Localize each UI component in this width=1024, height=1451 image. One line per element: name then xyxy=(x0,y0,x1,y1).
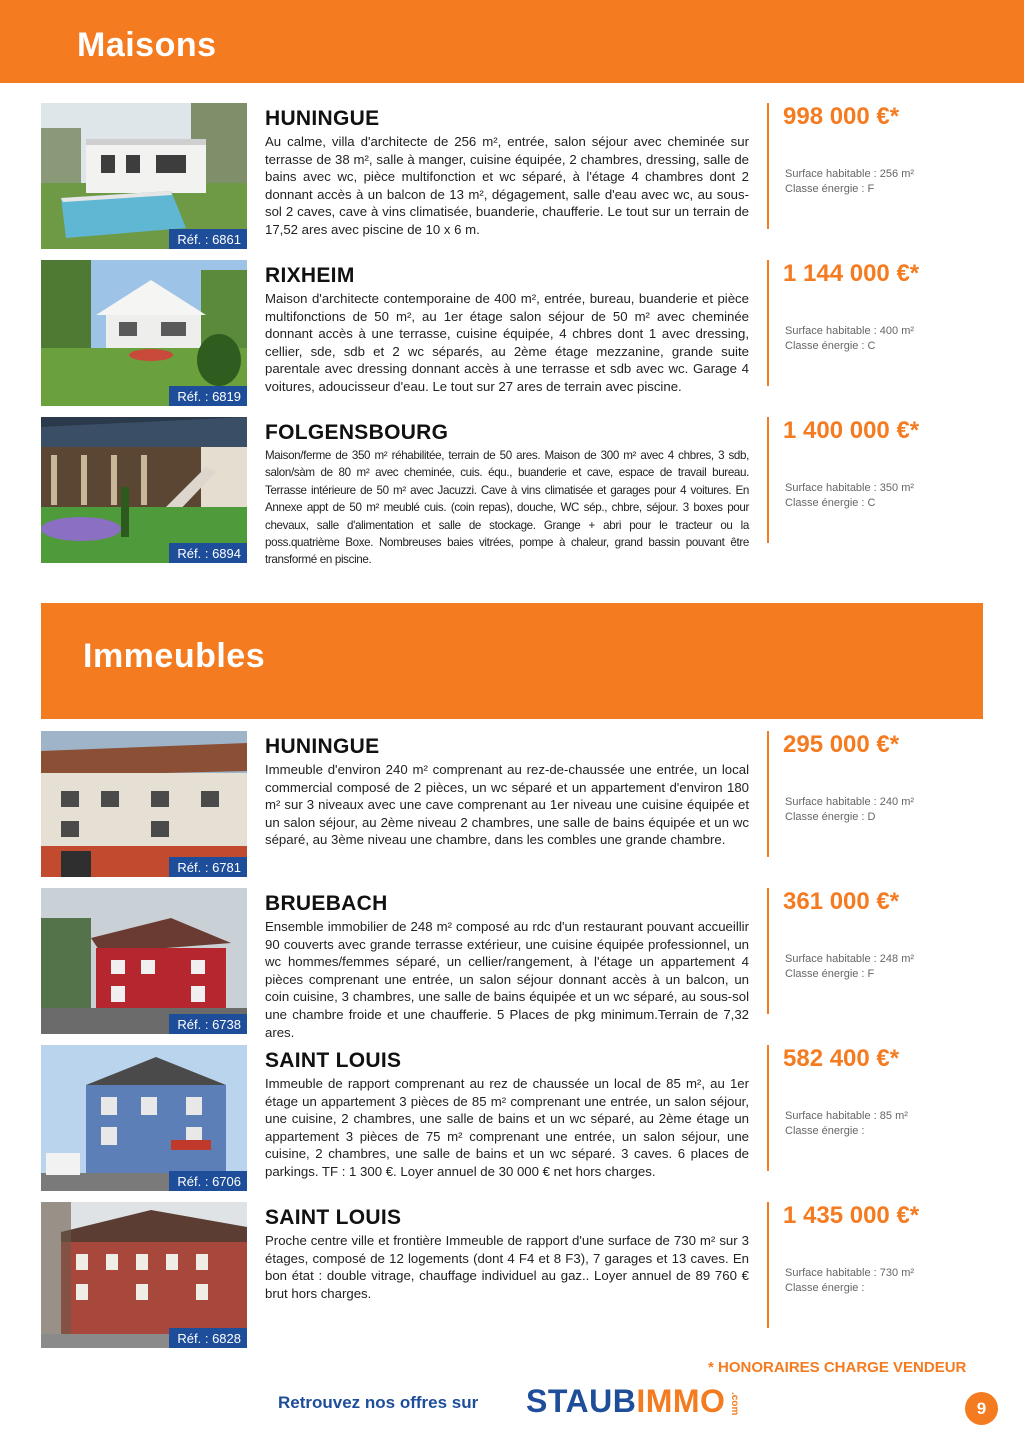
listing-price: 1 144 000 €* xyxy=(783,260,920,287)
surface-text: Surface habitable : 240 m² xyxy=(785,796,915,808)
listing-city: HUNINGUE xyxy=(265,107,380,130)
listing-description: Immeuble d'environ 240 m² comprenant au rez-de-chaussée une entrée, un local commercial composé de 2 pièces, un wc séparé et un appartement d'environ 180 m² sur 3 niveaux avec une cave comprenant au 1er niveau une cuisine équipée et un salon séjour, au 2ème niveau 2 chambres, une salle de bains équipée et un wc séparé, au 3ème niveau une chambre, dans les combles une grande chambre. xyxy=(265,762,749,848)
surface-text: Surface habitable : 730 m² xyxy=(785,1267,915,1279)
reference-badge: Réf. : 6828 xyxy=(169,1328,247,1348)
photo-contemporary-house xyxy=(41,260,247,406)
listing-info xyxy=(785,167,914,197)
listing-description: Proche centre ville et frontière Immeuble de rapport d'une surface de 730 m² sur 3 étages, composé de 12 logements (dont 4 F4 et 8 F3), 7 garages et 13 caves. En bon état : double vitrage, chauffage individuel au gaz.. Loyer annuel de 89 760 € brut hors charges. xyxy=(265,1233,749,1301)
property-photo[interactable] xyxy=(41,417,247,563)
listing-price: 1 435 000 €* xyxy=(783,1202,920,1229)
listing-description: Maison d'architecte contemporaine de 400 m², entrée, bureau, buanderie et pièce multifonctions de 50 m², au 1er étage salon séjour de 50 m² avec cheminée donnant accès à une terrasse, cuisine équipée, 4 chbres dont 1 avec dressing, cellier, sde, sdb et 2 wc séparés, au 2ème étage mezzanine, grande suite parentale avec dressing donnant accès à une terrasse et sdb avec wc. Garage 4 voitures, adoucisseur d'eau. Le tout sur 27 ares de terrain avec piscine. xyxy=(265,291,749,394)
brand-logo[interactable] xyxy=(526,1383,725,1420)
footer-tagline: Retrouvez nos offres sur xyxy=(278,1393,479,1412)
property-photo[interactable] xyxy=(41,1202,247,1348)
surface-text: Surface habitable : 256 m² xyxy=(785,168,915,180)
price-divider xyxy=(767,731,769,857)
surface-text: Surface habitable : 85 m² xyxy=(785,1110,908,1122)
listing-card[interactable] xyxy=(41,103,983,249)
listing-description: Maison/ferme de 350 m² réhabilitée, terrain de 50 ares. Maison de 300 m² avec 4 chbres, 3 sdb, salon/sàm de 80 m² avec cheminée, cuis. équ., buanderie et cave, espace de travail bureau. Terrasse intérieure de 50 m² avec Jacuzzi. Cave à vins climatisée et garages pour 4 voitures. En Annexe appt de 50 m² meublé cuis. (coin repas), douche, WC sép., chbre, séjour. 3 boxes pour chevaux, salle d'alimentation et salle de stockage. Grange + abri pour le tracteur ou la poss.quatrième Boxe. Nombreuses baies vitrées, pompe à chaleur, grand bassin pouvant être transformé en piscine. xyxy=(265,449,749,567)
reference-badge: Réf. : 6861 xyxy=(169,229,247,249)
listing-city: SAINT LOUIS xyxy=(265,1049,402,1072)
brand-logo-part2: IMMO xyxy=(636,1383,726,1419)
reference-badge: Réf. : 6819 xyxy=(169,386,247,406)
photo-building-brick xyxy=(41,1202,247,1348)
photo-building-huningue xyxy=(41,731,247,877)
price-divider xyxy=(767,1045,769,1171)
listing-info xyxy=(785,795,914,825)
listing-price: 998 000 €* xyxy=(783,103,900,130)
energy-class-text: Classe énergie : xyxy=(785,1282,865,1294)
energy-class-text: Classe énergie : D xyxy=(785,811,876,823)
surface-text: Surface habitable : 248 m² xyxy=(785,953,915,965)
listing-card[interactable] xyxy=(41,260,983,406)
listing-card[interactable] xyxy=(41,1045,983,1191)
property-photo[interactable] xyxy=(41,731,247,877)
property-photo[interactable] xyxy=(41,888,247,1034)
section-title: Maisons xyxy=(77,26,217,64)
listing-info xyxy=(785,481,914,511)
listing-description: Ensemble immobilier de 248 m² composé au rdc d'un restaurant pouvant accueillir 90 couverts avec grande terrasse extérieur, une cuisine équipée professionnel, un wc hommes/femmes séparé, un cellier/rangement, à l'étage un appartement 4 pièces comprenant une entrée, un salon séjour donnant accès à un balcon, un coin cuisine, 3 chambres, une salle de bains équipée et un wc séparé, au sous-sol une chambre froide et une chaufferie. 5 Places de pkg minimum.Terrain de 7,32 ares. xyxy=(265,919,749,1040)
photo-villa-pool xyxy=(41,103,247,249)
fees-note: * HONORAIRES CHARGE VENDEUR xyxy=(708,1359,967,1376)
energy-class-text: Classe énergie : xyxy=(785,1125,865,1137)
listing-card[interactable] xyxy=(41,888,983,1040)
property-photo[interactable] xyxy=(41,103,247,249)
energy-class-text: Classe énergie : C xyxy=(785,340,876,352)
price-divider xyxy=(767,417,769,543)
surface-text: Surface habitable : 350 m² xyxy=(785,482,915,494)
reference-badge: Réf. : 6738 xyxy=(169,1014,247,1034)
photo-restaurant-bruebach xyxy=(41,888,247,1034)
listing-description: Au calme, villa d'architecte de 256 m², entrée, salon séjour avec cheminée sur terrasse de 38 m², salle à manger, cuisine équipée, 2 chambres, dressing, salle de bains avec wc, pièce multifonction et wc séparé, à l'étage 4 chambres dont 2 donnant accès à un balcon de 13 m², dégagement, salle d'eau avec wc, au sous-sol 2 caves, cave à vins climatisée, buanderie, chaufferie. Le tout sur un terrain de 17,52 ares avec piscine de 10 x 6 m. xyxy=(265,134,749,237)
energy-class-text: Classe énergie : C xyxy=(785,497,876,509)
property-photo[interactable] xyxy=(41,1045,247,1191)
listing-city: FOLGENSBOURG xyxy=(265,421,449,444)
reference-badge: Réf. : 6894 xyxy=(169,543,247,563)
listing-city: HUNINGUE xyxy=(265,735,380,758)
price-divider xyxy=(767,1202,769,1328)
listing-price: 1 400 000 €* xyxy=(783,417,920,444)
listing-info xyxy=(785,952,914,982)
photo-farmhouse xyxy=(41,417,247,563)
price-divider xyxy=(767,260,769,386)
listing-info xyxy=(785,1109,908,1139)
price-divider xyxy=(767,888,769,1014)
listing-city: BRUEBACH xyxy=(265,892,388,915)
reference-badge: Réf. : 6781 xyxy=(169,857,247,877)
brand-logo-part1: STAUB xyxy=(526,1383,637,1419)
listing-price: 582 400 €* xyxy=(783,1045,900,1072)
listing-description: Immeuble de rapport comprenant au rez de chaussée un local de 85 m², au 1er étage un appartement 3 pièces de 85 m² comprenant une entrée, un salon séjour, une cuisine, 2 chambres, une salle de bains et un wc séparé, au 2ème étage un appartement 3 pièces de 75 m² comprenant une entrée, un salon séjour, une cuisine, 2 chambres, une salle de bains et un wc séparé. 3 caves. 6 places de parkings. TF : 1 300 €. Loyer annuel de 30 000 € net hors charges. xyxy=(265,1076,749,1179)
property-photo[interactable] xyxy=(41,260,247,406)
listing-info xyxy=(785,324,914,354)
surface-text: Surface habitable : 400 m² xyxy=(785,325,915,337)
energy-class-text: Classe énergie : F xyxy=(785,968,875,980)
listing-card[interactable] xyxy=(41,417,983,567)
listing-info xyxy=(785,1266,914,1296)
brand-logo-com: .com xyxy=(729,1392,740,1416)
listing-card[interactable] xyxy=(41,731,983,877)
listing-price: 361 000 €* xyxy=(783,888,900,915)
section-header-immeubles xyxy=(41,603,983,719)
price-divider xyxy=(767,103,769,229)
listing-city: SAINT LOUIS xyxy=(265,1206,402,1229)
photo-building-blue xyxy=(41,1045,247,1191)
energy-class-text: Classe énergie : F xyxy=(785,183,875,195)
listing-card[interactable] xyxy=(41,1202,983,1348)
reference-badge: Réf. : 6706 xyxy=(169,1171,247,1191)
listing-city: RIXHEIM xyxy=(265,264,355,287)
section-header-maisons xyxy=(0,0,1024,83)
section-title: Immeubles xyxy=(83,637,266,675)
listing-price: 295 000 €* xyxy=(783,731,900,758)
page-number: 9 xyxy=(965,1392,998,1425)
